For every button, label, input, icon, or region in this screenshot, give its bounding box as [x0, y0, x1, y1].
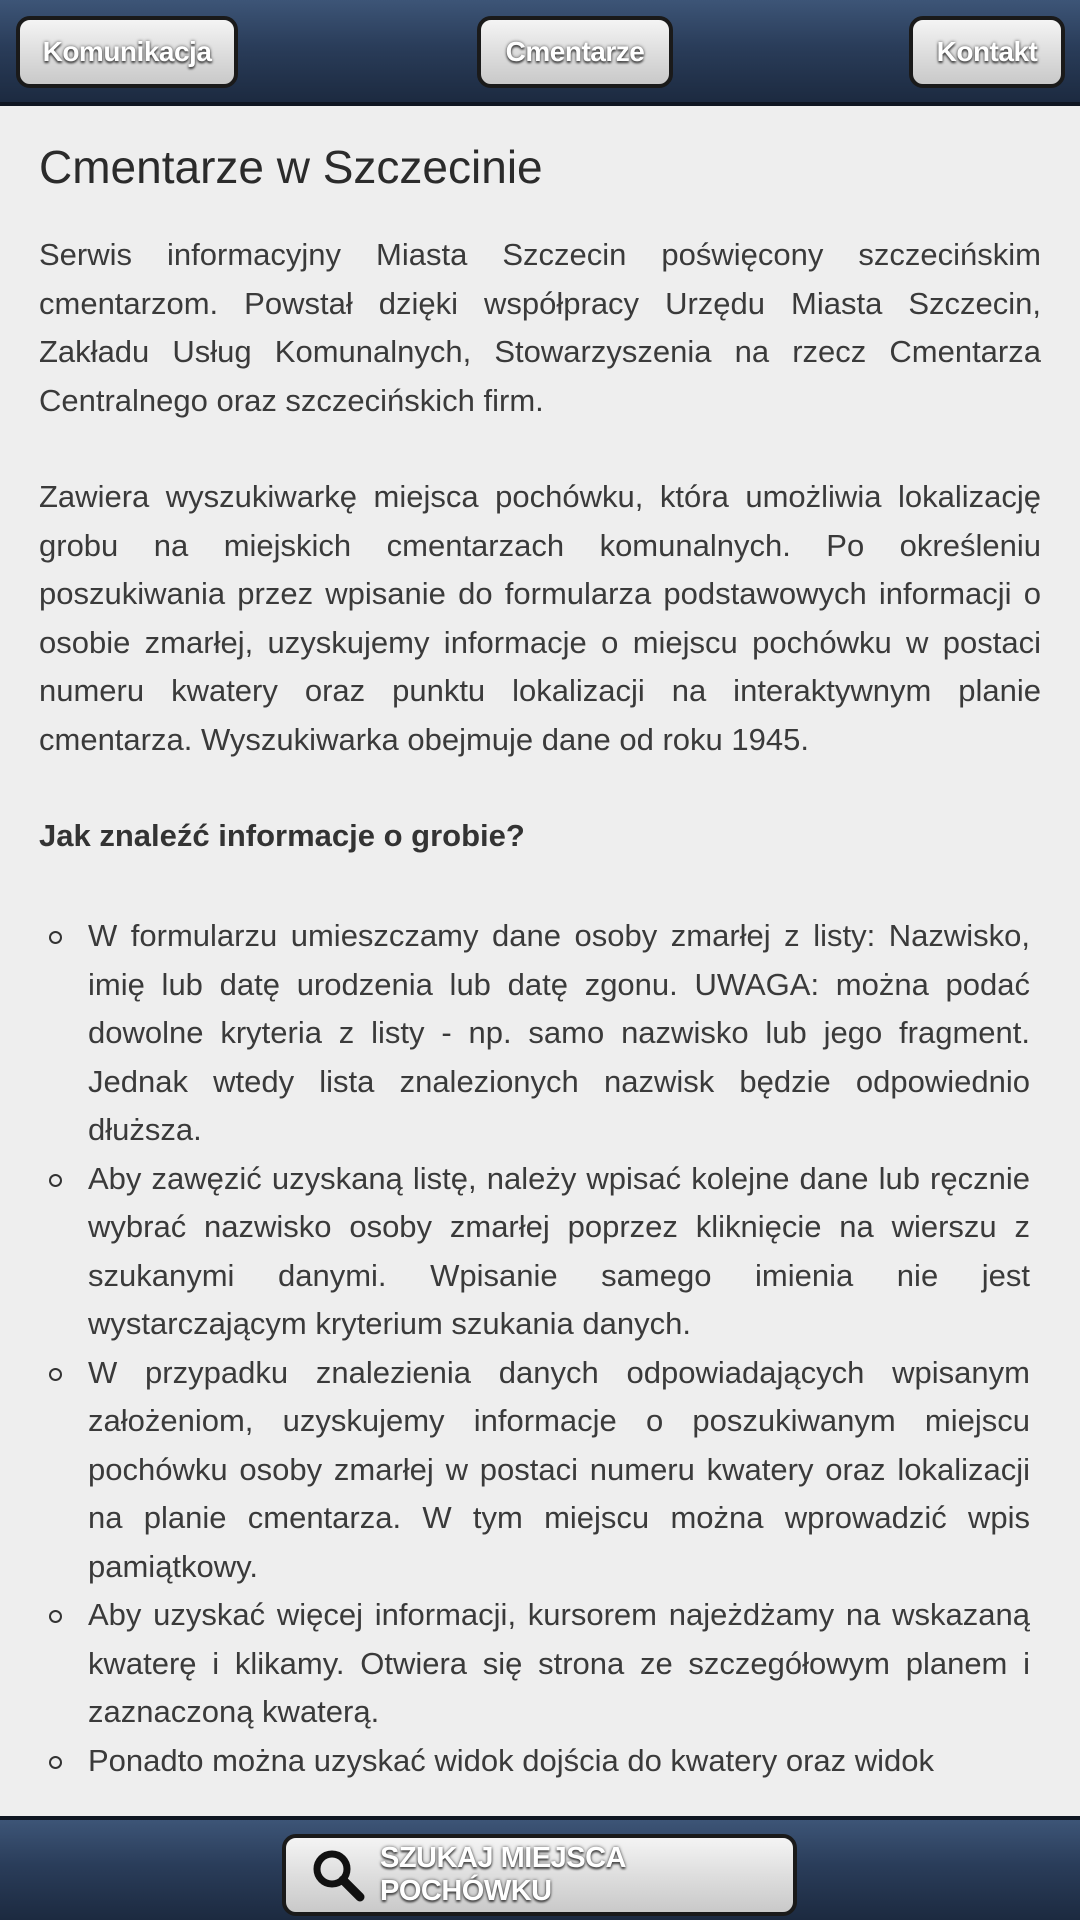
list-item — [88, 1349, 1030, 1592]
list-item — [88, 1591, 1030, 1737]
search-icon — [308, 1845, 368, 1905]
list-item-text: Aby uzyskać więcej informacji, kursorem najeżdżamy na wskazaną kwaterę i klikamy. Otwiera się strona ze szczegółowym planem i zaznaczoną kwaterą. — [88, 1597, 1030, 1730]
search-burial-place-button[interactable] — [282, 1834, 797, 1916]
nav-button-komunikacja[interactable]: Komunikacja — [16, 16, 238, 88]
steps-list — [39, 912, 1030, 1785]
howto-heading: Jak znaleźć informacje o grobie? — [39, 818, 525, 854]
circle-bullet-icon — [49, 1174, 62, 1187]
page-title: Cmentarze w Szczecinie — [39, 141, 543, 193]
list-item-text: Ponadto można uzyskać widok dojścia do kwatery oraz widok — [88, 1742, 935, 1778]
list-item-text: W przypadku znalezienia danych odpowiadających wpisanym założeniom, uzyskujemy informacje o poszukiwanym miejscu pochówku osoby zmarłej w postaci numeru kwatery oraz lokalizacji na planie cmentarza. W tym miejscu można wprowadzić wpis pamiątkowy. — [88, 1354, 1030, 1584]
nav-button-cmentarze[interactable]: Cmentarze — [477, 16, 673, 88]
list-item-text: W formularzu umieszczamy dane osoby zmarłej z listy: Nazwisko, imię lub datę urodzenia lub datę zgonu. UWAGA: można podać dowolne kryteria z listy - np. samo nazwisko lub jego fragment. Jednak wtedy lista znalezionych nazwisk będzie odpowiednio dłuższa. — [88, 918, 1030, 1148]
circle-bullet-icon — [49, 1610, 62, 1623]
list-item-text: Aby zawęzić uzyskaną listę, należy wpisać kolejne dane lub ręcznie wybrać nazwisko osoby zmarłej poprzez kliknięcie na wierszu z szukanymi danymi. Wpisanie samego imienia nie jest wystarczającym kryterium szukania danych. — [88, 1160, 1030, 1342]
list-item — [88, 1737, 1030, 1786]
search-button-label: SZUKAJ MIEJSCA POCHÓWKU — [380, 1842, 625, 1907]
intro-paragraph: Serwis informacyjny Miasta Szczecin poświęcony szczecińskim cmentarzom. Powstał dzięki współpracy Urzędu Miasta Szczecin, Zakładu Usług Komunalnych, Stowarzyszenia na rzecz Cmentarza Centralnego oraz szczecińskich firm. — [39, 237, 1041, 418]
description-paragraph: Zawiera wyszukiwarkę miejsca pochówku, która umożliwia lokalizację grobu na miejskich cmentarzach komunalnych. Po określeniu poszukiwania przez wpisanie do formularza podstawowych informacji o osobie zmarłej, uzyskujemy informacje o miejscu pochówku w postaci numeru kwatery oraz punktu lokalizacji na interaktywnym planie cmentarza. Wyszukiwarka obejmuje dane od roku 1945. — [39, 479, 1041, 757]
bottom-bar — [0, 1816, 1080, 1920]
circle-bullet-icon — [49, 931, 62, 944]
circle-bullet-icon — [49, 1756, 62, 1769]
main-content — [39, 106, 1041, 1816]
top-navigation-bar — [0, 0, 1080, 106]
nav-button-kontakt[interactable]: Kontakt — [909, 16, 1065, 88]
list-item — [88, 912, 1030, 1155]
list-item — [88, 1155, 1030, 1349]
circle-bullet-icon — [49, 1368, 62, 1381]
